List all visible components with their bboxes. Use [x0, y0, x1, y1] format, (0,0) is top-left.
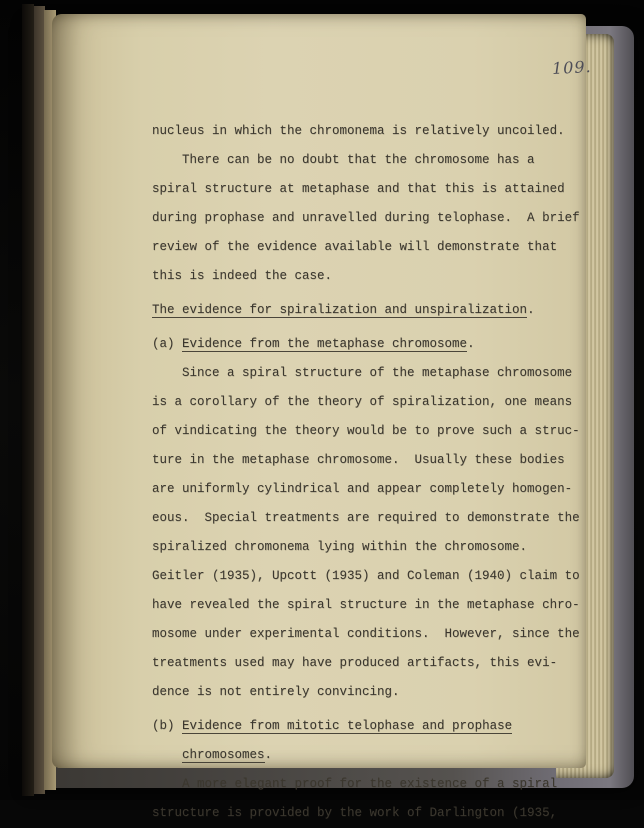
text-line: [152, 262, 612, 291]
plain-text: (b): [152, 719, 183, 733]
text-line: [152, 620, 612, 649]
plain-text: spiralized chromonema lying within the chromosome.: [152, 540, 528, 554]
text-line: [152, 233, 612, 262]
plain-text: during prophase and unravelled during telophase. A brief: [152, 211, 580, 225]
section-item: [152, 712, 612, 828]
plain-text: structure is provided by the work of Darlington (1935,: [152, 806, 558, 820]
plain-text: review of the evidence available will demonstrate that: [152, 240, 558, 254]
plain-text: of vindicating the theory would be to prove such a struc-: [152, 424, 580, 438]
plain-text: this is indeed the case.: [152, 269, 333, 283]
plain-text: are uniformly cylindrical and appear completely homogen-: [152, 482, 573, 496]
text-line: [152, 204, 612, 233]
manuscript-page: [52, 14, 593, 820]
section-item: [152, 330, 612, 707]
section-paragraph: [152, 117, 612, 291]
plain-text: .: [527, 303, 535, 317]
plain-text: (a): [152, 337, 183, 351]
plain-text: There can be no doubt that the chromosome has a: [152, 153, 535, 167]
plain-text: [152, 748, 182, 762]
text-line: [152, 446, 612, 475]
text-line: [152, 388, 612, 417]
plain-text: nucleus in which the chromonema is relatively uncoiled.: [152, 124, 565, 138]
text-line: [152, 741, 612, 770]
text-line: [152, 649, 612, 678]
plain-text: A more elegant proof for the existence of a spiral: [152, 777, 558, 791]
plain-text: Geitler (1935), Upcott (1935) and Coleman (1940) claim to: [152, 569, 580, 583]
plain-text: eous. Special treatments are required to demonstrate the: [152, 511, 580, 525]
underlined-text: The evidence for spiralization and unspiralization: [152, 303, 528, 317]
text-line: [152, 417, 612, 446]
underlined-text: chromosomes: [182, 748, 265, 762]
text-line: [152, 330, 612, 359]
plain-text: mosome under experimental conditions. However, since the: [152, 627, 580, 641]
section-heading: [152, 296, 612, 325]
text-line: [152, 562, 612, 591]
text-line: [152, 770, 612, 799]
typed-text: [152, 117, 612, 828]
text-line: [152, 175, 612, 204]
underlined-text: Evidence from mitotic telophase and prophase: [182, 719, 513, 733]
plain-text: treatments used may have produced artifacts, this evi-: [152, 656, 558, 670]
text-line: [152, 359, 612, 388]
plain-text: have revealed the spiral structure in the metaphase chro-: [152, 598, 580, 612]
underlined-text: Evidence from the metaphase chromosome: [182, 337, 468, 351]
spine-binding-strip: [22, 4, 34, 796]
plain-text: dence is not entirely convincing.: [152, 685, 400, 699]
text-line: [152, 591, 612, 620]
plain-text: .: [467, 337, 475, 351]
plain-text: spiral structure at metaphase and that this is attained: [152, 182, 565, 196]
text-line: [152, 799, 612, 828]
text-line: [152, 712, 612, 741]
text-line: [152, 296, 612, 325]
plain-text: Since a spiral structure of the metaphase chromosome: [152, 366, 573, 380]
text-line: [152, 678, 612, 707]
text-line: [152, 146, 612, 175]
plain-text: ture in the metaphase chromosome. Usually these bodies: [152, 453, 565, 467]
plain-text: is a corollary of the theory of spiralization, one means: [152, 395, 573, 409]
text-line: [152, 504, 612, 533]
page-number: 109.: [551, 56, 593, 79]
text-line: [152, 533, 612, 562]
text-line: [152, 475, 612, 504]
plain-text: .: [264, 748, 273, 762]
text-line: [152, 117, 612, 146]
